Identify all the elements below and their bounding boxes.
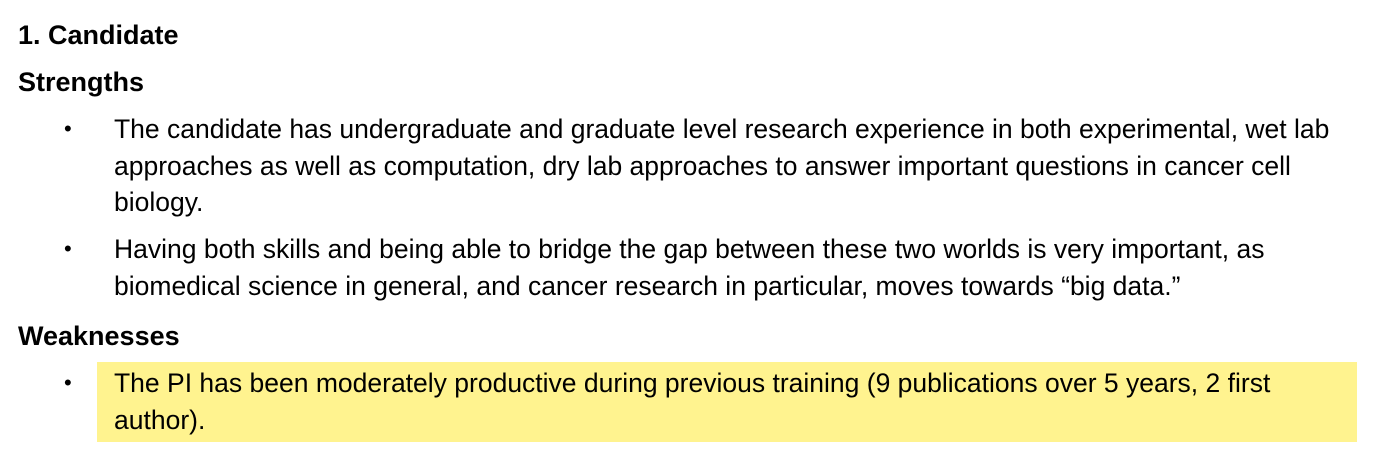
bullet-marker: • [64,370,72,395]
bullet-marker: • [64,116,72,141]
bullet-marker: • [64,236,72,261]
section-title: 1. Candidate [18,20,179,50]
weakness-text: The PI has been moderately productive during previous training (9 publications over 5 years, 2 first author). [114,368,1271,435]
strength-text: The candidate has undergraduate and graduate level research experience in both experimental, wet lab approaches as well as computation, dry lab approaches to answer important questions in cancer cell biology. [114,114,1330,217]
strength-text: Having both skills and being able to bridge the gap between these two worlds is very important, as biomedical science in general, and cancer research in particular, moves towards “big data.” [114,234,1265,301]
strengths-heading: Strengths [18,67,145,97]
weaknesses-heading: Weaknesses [18,321,180,351]
